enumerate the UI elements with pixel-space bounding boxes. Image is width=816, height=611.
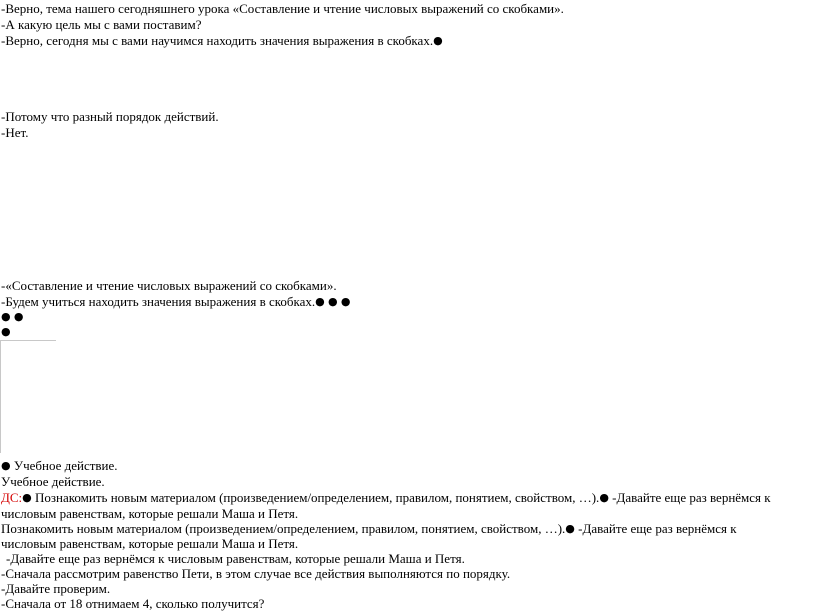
text-line	[1, 294, 350, 309]
text-line	[1, 33, 443, 48]
dc-label: ДС:	[1, 490, 23, 505]
text-span: Учебное действие.	[13, 458, 118, 473]
bullet-icon: ●	[565, 522, 575, 535]
text-line: -Верно, тема нашего сегодняшнего урока «Составление и чтение числовых выражений со скобками».	[1, 1, 564, 16]
text-span: Познакомить новым материалом (произведением/определением, правилом, понятием, свойством, …).	[35, 490, 600, 505]
text-span: -Давайте еще раз вернёмся к	[578, 521, 737, 536]
text-line	[1, 490, 771, 505]
text-line: -Нет.	[1, 125, 29, 140]
bullet-icon: ●	[13, 310, 24, 323]
text-line: -Давайте проверим.	[1, 581, 111, 596]
empty-frame	[0, 340, 56, 453]
bullet-icon: ●	[1, 325, 11, 338]
text-line: -Сначала от 18 отнимаем 4, сколько получится?	[1, 596, 265, 611]
bullet-icon: ●	[315, 295, 325, 308]
bullet-icon: ●	[599, 491, 609, 504]
text-line: -Потому что разный порядок действий.	[1, 109, 219, 124]
bullet-icon: ●	[433, 34, 443, 47]
text-span: -Верно, сегодня мы с вами научимся находить значения выражения в скобках.	[1, 33, 434, 48]
bullet-row	[1, 324, 11, 339]
bullet-icon: ●	[1, 310, 11, 323]
bullet-icon: ●	[328, 295, 338, 308]
text-line: -А какую цель мы с вами поставим?	[1, 17, 202, 32]
text-line	[1, 458, 118, 473]
text-line: -Сначала рассмотрим равенство Пети, в этом случае все действия выполняются по порядку.	[1, 566, 511, 581]
text-line: числовым равенствам, которые решали Маша и Петя.	[1, 536, 299, 551]
text-span: Познакомить новым материалом (произведением/определением, правилом, понятием, свойством, …).	[1, 521, 566, 536]
text-line	[1, 521, 737, 536]
text-line: числовым равенствам, которые решали Маша и Петя.	[1, 506, 299, 521]
bullet-row	[1, 309, 23, 324]
text-line: -«Составление и чтение числовых выражений со скобками».	[1, 278, 337, 293]
text-line: -Давайте еще раз вернёмся к числовым равенствам, которые решали Маша и Петя.	[6, 551, 465, 566]
bullet-icon: ●	[22, 491, 32, 504]
text-span: -Давайте еще раз вернёмся к	[612, 490, 771, 505]
text-span: -Будем учиться находить значения выражения в скобках.	[1, 294, 316, 309]
bullet-icon: ●	[1, 459, 11, 472]
text-line: Учебное действие.	[1, 474, 105, 489]
bullet-icon: ●	[340, 295, 351, 308]
